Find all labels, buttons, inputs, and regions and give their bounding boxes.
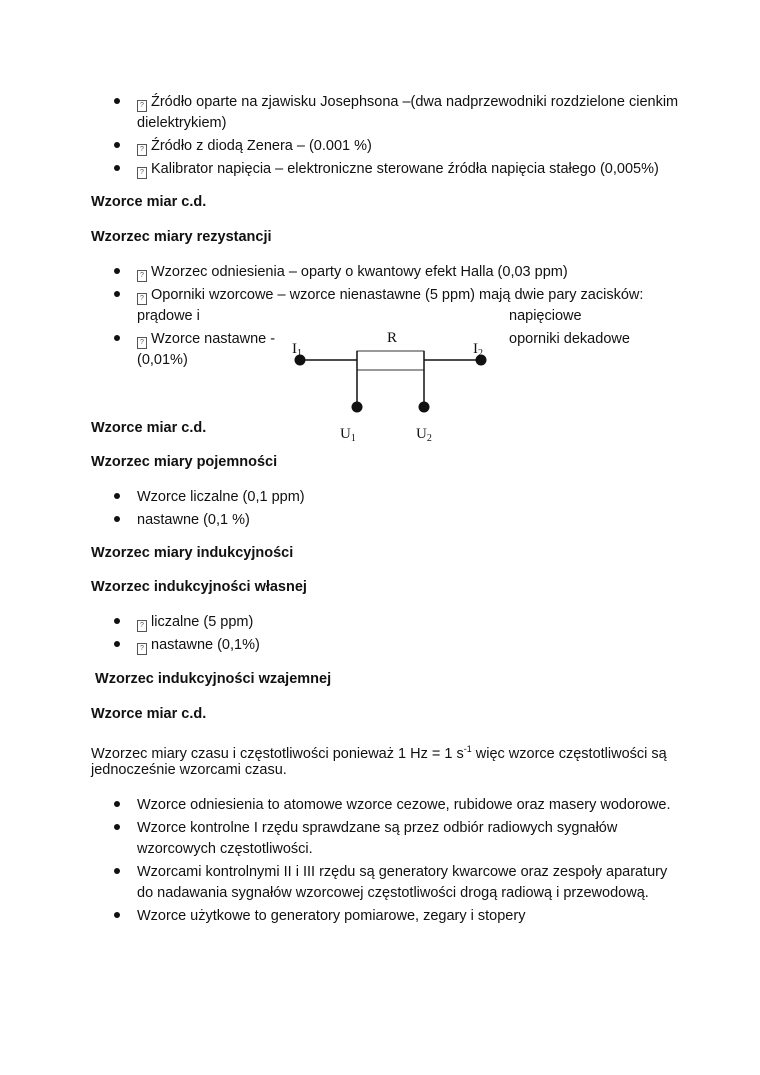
label-r: R bbox=[387, 330, 398, 346]
section-heading: Wzorce miar c.d. bbox=[91, 706, 207, 722]
missing-glyph-icon: ? bbox=[137, 643, 147, 655]
bullet bbox=[114, 291, 120, 297]
list-item-continuation: dielektrykiem) bbox=[137, 115, 227, 131]
section-heading: Wzorzec indukcyjności własnej bbox=[91, 579, 307, 595]
missing-glyph-icon: ? bbox=[137, 270, 147, 282]
missing-glyph-icon: ? bbox=[137, 620, 147, 632]
label-u2: $U_2$ bbox=[416, 426, 432, 444]
section-heading: Wzorzec miary pojemności bbox=[91, 454, 278, 470]
four-terminal-resistor-diagram bbox=[285, 325, 500, 450]
list-item: nastawne (0,1 %) bbox=[137, 512, 250, 528]
section-heading: Wzorzec miary indukcyjności bbox=[91, 545, 294, 561]
missing-glyph-icon: ? bbox=[137, 293, 147, 305]
list-item: Wzorce użytkowe to generatory pomiarowe, zegary i stopery bbox=[137, 908, 526, 924]
missing-glyph-icon: ? bbox=[137, 144, 147, 156]
list-item-text: Źródło z diodą Zenera – (0.001 %) bbox=[151, 138, 372, 154]
list-item-continuation: prądowe i bbox=[137, 308, 200, 324]
list-item bbox=[137, 284, 643, 306]
terminal-u2 bbox=[419, 402, 430, 413]
bullet bbox=[114, 618, 120, 624]
list-item: Wzorcami kontrolnymi II i III rzędu są generatory kwarcowe oraz zespoły aparatury bbox=[137, 864, 668, 880]
list-item-text: liczalne (5 ppm) bbox=[151, 614, 254, 630]
bullet bbox=[114, 335, 120, 341]
list-item-continuation: do nadawania sygnałów wzorcowej częstotliwości drogą radiową i przewodową. bbox=[137, 885, 649, 901]
section-heading: Wzorce miar c.d. bbox=[91, 420, 207, 436]
list-item bbox=[137, 634, 260, 656]
resistor-symbol bbox=[357, 351, 424, 370]
missing-glyph-icon: ? bbox=[137, 337, 147, 349]
label-i1: $I_1$ bbox=[292, 341, 302, 359]
list-item-text: Kalibrator napięcia – elektroniczne sterowane źródła napięcia stałego (0,005%) bbox=[151, 161, 659, 177]
list-item: Wzorce kontrolne I rzędu sprawdzane są przez odbiór radiowych sygnałów bbox=[137, 820, 618, 836]
paragraph-line: Wzorzec miary czasu i częstotliwości ponieważ 1 Hz = 1 $s^{-1}$ więc wzorce częstotliwości są bbox=[91, 744, 667, 762]
bullet bbox=[114, 801, 120, 807]
bullet bbox=[114, 493, 120, 499]
section-heading: Wzorce miar c.d. bbox=[91, 194, 207, 210]
section-heading: Wzorzec indukcyjności wzajemnej bbox=[91, 671, 332, 687]
bullet bbox=[114, 98, 120, 104]
bullet bbox=[114, 824, 120, 830]
list-item-text: Oporniki wzorcowe – wzorce nienastawne (5 ppm) mają dwie pary zacisków: bbox=[151, 287, 644, 303]
list-item bbox=[137, 261, 568, 283]
list-item-continuation: (0,01%) bbox=[137, 352, 188, 368]
bullet bbox=[114, 912, 120, 918]
label-u1: $U_1$ bbox=[340, 426, 356, 444]
list-item-continuation: wzorcowych częstotliwości. bbox=[137, 841, 313, 857]
bullet bbox=[114, 142, 120, 148]
list-item-text: Źródło oparte na zjawisku Josephsona –(dwa nadprzewodniki rozdzielone cienkim bbox=[151, 94, 679, 110]
bullet bbox=[114, 165, 120, 171]
terminal-u1 bbox=[352, 402, 363, 413]
list-item bbox=[137, 135, 372, 157]
list-item-text: Wzorce nastawne - bbox=[151, 331, 276, 347]
bullet bbox=[114, 868, 120, 874]
list-item bbox=[137, 611, 253, 633]
missing-glyph-icon: ? bbox=[137, 167, 147, 179]
list-item-text: nastawne (0,1%) bbox=[151, 637, 260, 653]
list-item bbox=[137, 328, 275, 350]
list-item: Wzorce liczalne (0,1 ppm) bbox=[137, 489, 305, 505]
bullet bbox=[114, 516, 120, 522]
section-heading: Wzorzec miary rezystancji bbox=[91, 229, 272, 245]
list-item-text: Wzorzec odniesienia – oparty o kwantowy efekt Halla (0,03 ppm) bbox=[151, 264, 568, 280]
list-item-right-text: oporniki dekadowe bbox=[509, 331, 630, 347]
label-i2: $I_2$ bbox=[473, 341, 483, 359]
bullet bbox=[114, 641, 120, 647]
list-item bbox=[137, 158, 659, 180]
bullet bbox=[114, 268, 120, 274]
list-item: Wzorce odniesienia to atomowe wzorce cezowe, rubidowe oraz masery wodorowe. bbox=[137, 797, 671, 813]
list-item bbox=[137, 91, 678, 113]
list-item-continuation: napięciowe bbox=[509, 308, 582, 324]
paragraph-line: jednocześnie wzorcami czasu. bbox=[91, 762, 287, 778]
missing-glyph-icon: ? bbox=[137, 100, 147, 112]
